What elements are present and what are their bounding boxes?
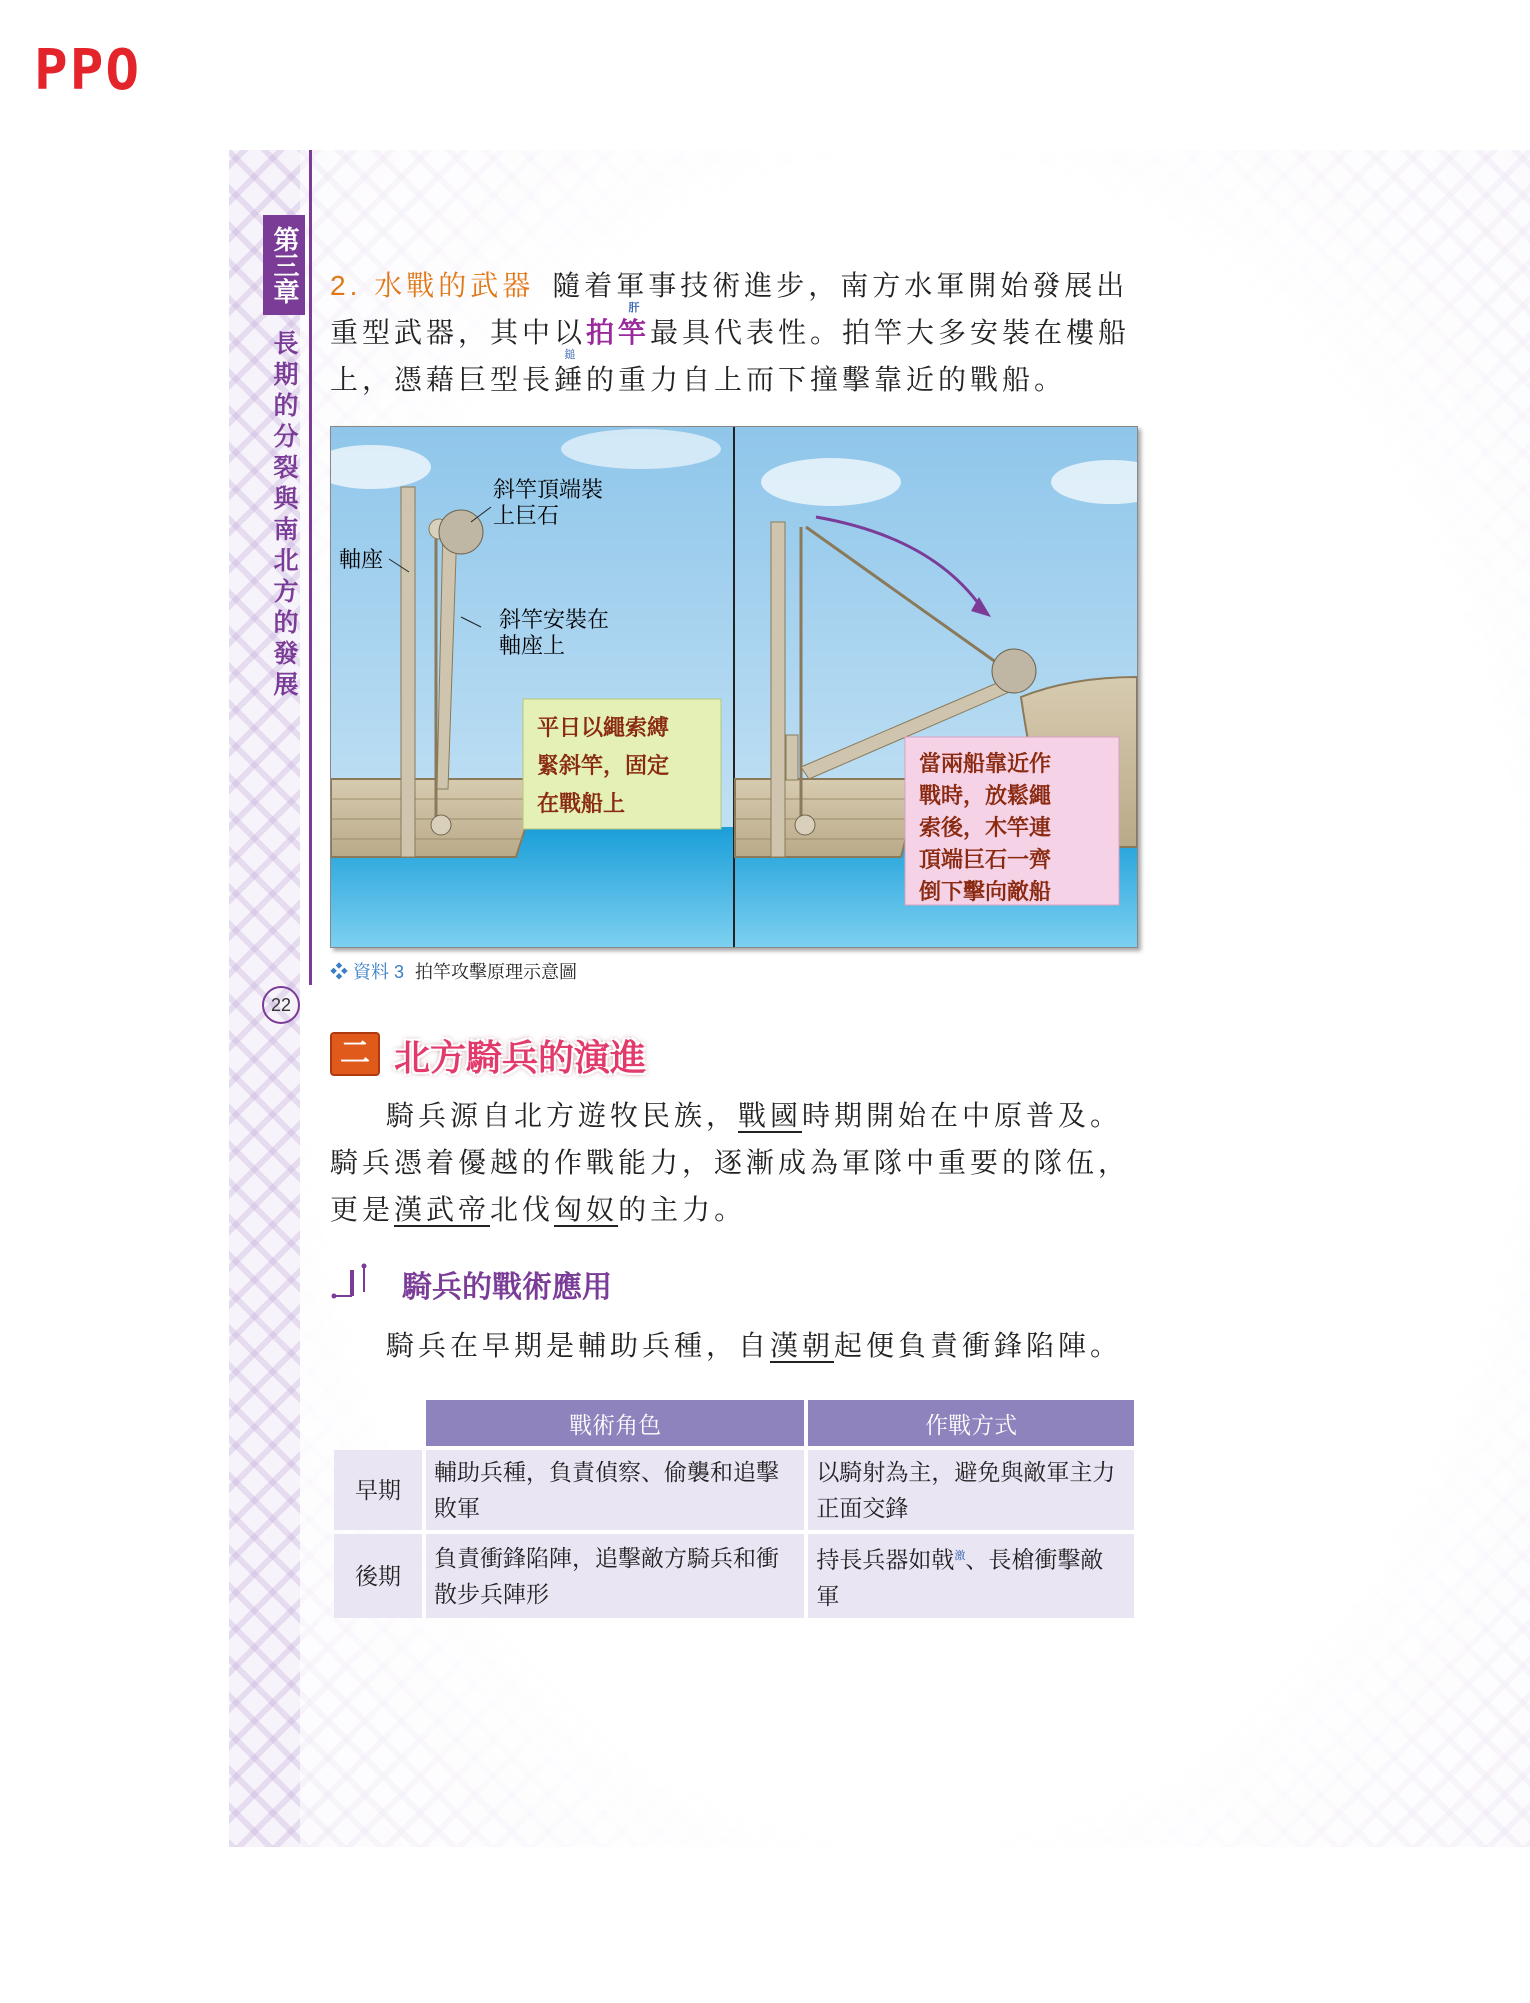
cell-method bbox=[808, 1534, 1134, 1618]
term-han-dynasty: 漢朝 bbox=[770, 1329, 835, 1362]
page-number: 22 bbox=[262, 986, 300, 1024]
ruby: 肝 bbox=[628, 301, 640, 314]
text: 北伐 bbox=[490, 1193, 555, 1226]
term-paigan: 拍竿 肝 bbox=[586, 301, 651, 349]
label-mount-2: 軸座上 bbox=[499, 633, 566, 658]
section-number: 二 bbox=[330, 1032, 380, 1076]
term-warring-states: 戰國 bbox=[738, 1099, 803, 1132]
caption-symbol: ❖ bbox=[330, 962, 348, 982]
text: 、長槍衝擊敵軍 bbox=[816, 1546, 1104, 1609]
caption-title: 拍竿攻擊原理示意圖 bbox=[415, 962, 578, 982]
text: 最具代表性。拍竿大多安裝在樓船上，憑藉巨型長 bbox=[330, 316, 1131, 396]
label-top-1: 斜竿頂端裝 bbox=[493, 477, 604, 502]
subsection-marker-icon bbox=[330, 1262, 368, 1300]
row-label: 後期 bbox=[334, 1534, 422, 1618]
heading-number: 2. bbox=[330, 270, 362, 301]
publisher-logo: PPO bbox=[34, 38, 142, 103]
text: 騎兵源自北方遊牧民族， bbox=[386, 1099, 739, 1132]
caption-number: 資料 3 bbox=[353, 962, 405, 982]
note-left-3: 在戰船上 bbox=[537, 791, 626, 817]
left-panel bbox=[331, 427, 734, 947]
subsection-title: 騎兵的戰術應用 bbox=[402, 1271, 612, 1304]
text: 騎兵在早期是輔助兵種，自 bbox=[386, 1329, 771, 1362]
tactics-table bbox=[330, 1396, 1138, 1622]
cell-method: 以騎射為主，避免與敵軍主力正面交鋒 bbox=[808, 1450, 1134, 1530]
note-right-2: 戰時，放鬆繩 bbox=[919, 783, 1052, 809]
note-left-1: 平日以繩索縛 bbox=[537, 715, 670, 741]
term-xiongnu: 匈奴 bbox=[554, 1193, 619, 1226]
term-han-wudi: 漢武帝 bbox=[394, 1193, 491, 1226]
note-right-4: 頂端巨石一齊 bbox=[919, 847, 1052, 873]
text: 時期開始在中原普及。騎兵憑着優越的作戰能力，逐漸成為軍隊中重要的隊伍，更是 bbox=[330, 1099, 1131, 1226]
right-panel bbox=[735, 427, 1137, 947]
text: 起便負責衝鋒陷陣。 bbox=[834, 1329, 1123, 1362]
note-right-3: 索後，木竿連 bbox=[919, 815, 1052, 841]
label-top-2: 上巨石 bbox=[493, 503, 560, 528]
header-blank bbox=[334, 1400, 422, 1446]
ruby: 激 bbox=[954, 1550, 966, 1562]
cell-role: 負責衝鋒陷陣，追擊敵方騎兵和衝散步兵陣形 bbox=[426, 1534, 804, 1618]
table-header-row bbox=[334, 1400, 1134, 1446]
margin-rule bbox=[309, 150, 312, 985]
term-chui: 錘 鎚 bbox=[554, 348, 587, 396]
section-title: 北方騎兵的演進 bbox=[394, 1037, 647, 1078]
paragraph-cavalry bbox=[330, 1092, 1135, 1233]
header-role: 戰術角色 bbox=[426, 1400, 804, 1446]
header-method: 作戰方式 bbox=[808, 1400, 1134, 1446]
ruby: 鎚 bbox=[564, 348, 576, 361]
chapter-title: 長期的分裂與南北方的發展 bbox=[270, 330, 299, 702]
chapter-tag: 第三章 bbox=[263, 215, 305, 315]
text: 隨着軍事技術進步，南方水軍開始發展出重型武器，其中以 bbox=[330, 269, 1129, 349]
note-left-2: 緊斜竿，固定 bbox=[537, 753, 670, 779]
row-label: 早期 bbox=[334, 1450, 422, 1530]
label-axis: 軸座 bbox=[339, 547, 384, 572]
cell-role: 輔助兵種，負責偵察、偷襲和追擊敗軍 bbox=[426, 1450, 804, 1530]
text: 持長兵器如戟 bbox=[816, 1546, 955, 1573]
label-mount-1: 斜竿安裝在 bbox=[499, 607, 610, 632]
figure-caption bbox=[330, 958, 577, 984]
note-right-5: 倒下擊向敵船 bbox=[919, 879, 1052, 905]
paragraph-cavalry-use bbox=[330, 1322, 1135, 1369]
text: 的重力自上而下撞擊靠近的戰船。 bbox=[586, 363, 1067, 396]
heading-naval-weapons: 水戰的武器 bbox=[374, 270, 535, 301]
table-row bbox=[334, 1450, 1134, 1530]
text: 的主力。 bbox=[618, 1193, 747, 1226]
note-right-1: 當兩船靠近作 bbox=[919, 751, 1052, 777]
paragraph-naval-weapons bbox=[330, 262, 1135, 403]
figure-paigan-diagram bbox=[330, 426, 1138, 948]
table-row bbox=[334, 1534, 1134, 1618]
